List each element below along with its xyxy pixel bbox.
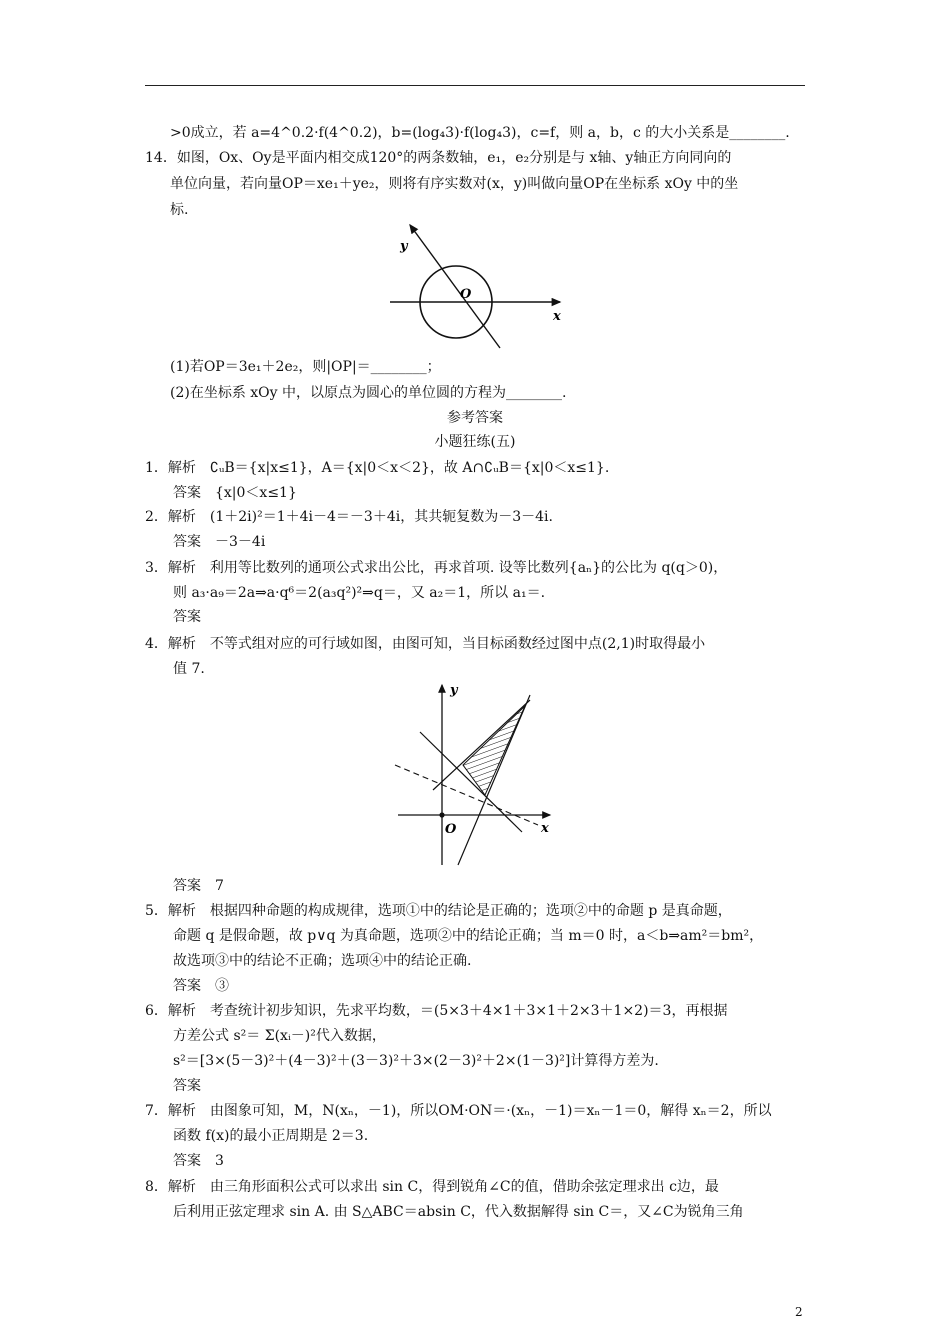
a4-line1: 4．解析 不等式组对应的可行域如图，由图可知，当目标函数经过图中点(2,1)时取得最小 — [145, 636, 706, 652]
a6-line2: 方差公式 s²＝ Σ(xᵢ－)²代入数据， — [173, 1028, 386, 1044]
a3-line2: 则 a₃·a₉＝2a⇒a·q⁶＝2(a₃q²)²⇒q＝，又 a₂＝1，所以 a₁＝. — [173, 585, 546, 601]
origin-label: O — [445, 822, 457, 837]
page-number: 2 — [795, 1305, 803, 1319]
a5-line3: 故选项③中的结论不正确；选项④中的结论正确. — [173, 953, 472, 969]
feasible-region — [463, 706, 525, 795]
a6-line1: 6．解析 考查统计初步知识，先求平均数，＝(5×3＋4×1＋3×1＋2×3＋1×2)＝3，再根据 — [145, 1003, 728, 1019]
header-rule — [145, 85, 805, 86]
a1-answer: 答案 {x|0＜x≤1} — [173, 485, 297, 501]
a6-answer: 答案 — [173, 1078, 201, 1094]
a3-answer: 答案 — [173, 609, 201, 625]
x-axis-label: x — [541, 821, 549, 836]
q14-line2: 单位向量，若向量OP＝xe₁＋ye₂，则将有序实数对(x，y)叫做向量OP在坐标系 xOy 中的坐 — [170, 176, 739, 192]
objective-line — [395, 765, 538, 825]
x-axis-label: x — [553, 309, 561, 324]
a8-line2: 后利用正弦定理求 sin A. 由 S△ABC＝absin C，代入数据解得 sin C＝，又∠C为锐角三角 — [173, 1204, 744, 1220]
a8-line1: 8．解析 由三角形面积公式可以求出 sin C，得到锐角∠C的值，借助余弦定理求出 c边，最 — [145, 1179, 719, 1195]
answers-title: 参考答案 — [447, 410, 503, 426]
a7-line1: 7．解析 由图象可知，M，N(xₙ，－1)，所以OM·ON＝·(xₙ，－1)＝xₙ－1＝0，解得 xₙ＝2，所以 — [145, 1103, 772, 1119]
y-axis-label: y — [400, 239, 408, 254]
a5-line1: 5．解析 根据四种命题的构成规律，选项①中的结论是正确的；选项②中的命题 p 是真命题， — [145, 903, 732, 919]
a1-line1: 1．解析 ∁ᵤB＝{x|x≤1}，A＝{x|0＜x＜2}，故 A∩∁ᵤB＝{x|0＜x≤1}. — [145, 460, 610, 476]
a2-answer: 答案 －3－4i — [173, 534, 266, 550]
origin-point — [439, 812, 444, 817]
a3-line1: 3．解析 利用等比数列的通项公式求出公比，再求首项. 设等比数列{aₙ}的公比为 q(q＞0)， — [145, 560, 728, 576]
a5-line2: 命题 q 是假命题，故 p∨q 为真命题，选项②中的结论正确；当 m＝0 时，a＜b⇒am²＝bm²， — [173, 928, 764, 944]
a2-line1: 2．解析 (1＋2i)²＝1＋4i－4＝－3＋4i，其共轭复数为－3－4i. — [145, 509, 553, 525]
continued-line: >0成立，若 a=4^0.2·f(4^0.2)，b=(log₄3)·f(log₄3)，c=f，则 a，b，c 的大小关系是________. — [170, 125, 790, 141]
q14-sub2: (2)在坐标系 xOy 中，以原点为圆心的单位圆的方程为________. — [170, 385, 567, 401]
oblique-axes-figure — [380, 220, 580, 355]
q14-line3: 标. — [170, 202, 189, 218]
a7-answer: 答案 3 — [173, 1153, 224, 1169]
a5-answer: 答案 ③ — [173, 978, 229, 994]
a6-line3: s²＝[3×(5－3)²＋(4－3)²＋(3－3)²＋3×(2－3)²＋2×(1－3)²]计算得方差为. — [173, 1053, 659, 1069]
a4-line2: 值 7. — [173, 661, 205, 677]
q14-line1: 14．如图，Ox、Oy是平面内相交成120°的两条数轴，e₁，e₂分别是与 x轴、y轴正方向同向的 — [145, 150, 732, 166]
a4-answer: 答案 7 — [173, 878, 224, 894]
origin-label: O — [460, 287, 472, 302]
q14-sub1: (1)若OP＝3e₁＋2e₂，则|OP|＝________； — [170, 359, 441, 375]
answers-subtitle: 小题狂练(五) — [434, 434, 516, 450]
a7-line2: 函数 f(x)的最小正周期是 2＝3. — [173, 1128, 369, 1144]
feasible-region-figure — [390, 680, 560, 870]
y-axis-label: y — [450, 683, 458, 698]
